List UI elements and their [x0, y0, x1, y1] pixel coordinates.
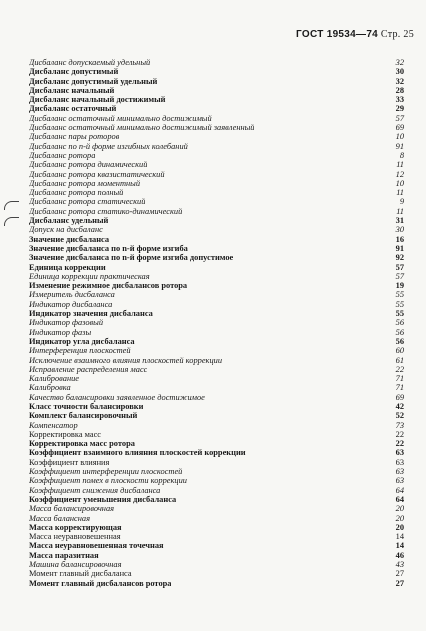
index-page: 11: [396, 188, 404, 198]
index-term: Масса неуравновешенная точечная: [29, 541, 164, 551]
index-page: 63: [395, 476, 404, 486]
index-page: 11: [396, 206, 404, 216]
index-page: 73: [395, 420, 404, 430]
index-page: 55: [395, 290, 404, 300]
index-page: 10: [395, 178, 404, 188]
index-entry: [29, 225, 404, 234]
index-page: 10: [395, 132, 404, 142]
index-entry: [29, 476, 404, 485]
index-term: Класс точности балансировки: [29, 401, 144, 411]
index-term: Значение дисбаланса: [29, 234, 110, 244]
page-header: [0, 29, 414, 40]
index-page: 55: [395, 309, 404, 319]
index-page: 60: [395, 346, 404, 356]
index-page: 22: [395, 364, 404, 374]
index-page: 27: [395, 578, 404, 588]
index-term: Дисбаланс остаточный: [29, 104, 117, 114]
index-term: Дисбаланс начальный: [29, 85, 115, 95]
margin-mark: [4, 217, 19, 226]
index-term: Масса балансная: [29, 513, 90, 523]
index-page: 20: [395, 513, 404, 523]
index-entry: [29, 179, 404, 188]
index-entry: [29, 448, 404, 457]
index-page: 20: [395, 522, 404, 532]
index-entry: [29, 207, 404, 216]
index-page: 57: [395, 262, 404, 272]
index-entry: [29, 495, 404, 504]
index-term: Масса паразитная: [29, 550, 99, 560]
index-entry: [29, 374, 404, 383]
index-entry: [29, 263, 404, 272]
index-page: 16: [395, 234, 404, 244]
index-page: 63: [395, 467, 404, 477]
index-page: 46: [395, 550, 404, 560]
index-entry: [29, 560, 404, 569]
index-entry: [29, 579, 404, 588]
index-page: 63: [395, 448, 404, 458]
index-term: Калибрование: [29, 374, 80, 384]
index-term: Значение дисбаланса по n-й форме изгиба: [29, 243, 188, 253]
index-entry: [29, 356, 404, 365]
index-term: Дисбаланс допускаемый удельный: [29, 58, 151, 67]
index-entry: [29, 244, 404, 253]
index-term: Дисбаланс начальный достижимый: [29, 95, 166, 105]
index-entry: [29, 309, 404, 318]
index-entry: [29, 346, 404, 355]
index-entry: [29, 402, 404, 411]
index-entry: [29, 58, 404, 67]
index-entry: [29, 114, 404, 123]
index-page: 42: [395, 401, 404, 411]
index-entry: [29, 151, 404, 160]
index-entry: [29, 281, 404, 290]
index-page: 63: [395, 457, 404, 467]
index-entry: [29, 393, 404, 402]
index-entry: [29, 365, 404, 374]
index-page: 8: [399, 150, 404, 160]
index-term: Индикатор дисбаланса: [29, 299, 113, 309]
index-page: 30: [395, 67, 404, 77]
index-term: Дисбаланс ротора статико-динамический: [29, 206, 183, 216]
index-page: 71: [395, 374, 404, 384]
index-page: 30: [395, 225, 404, 235]
index-term: Дисбаланс ротора полный: [29, 188, 124, 198]
index-term: Единица коррекции практическая: [29, 271, 150, 281]
index-term: Допуск на дисбаланс: [29, 225, 103, 235]
index-page: 28: [395, 85, 404, 95]
index-term: Индикатор угла дисбаланса: [29, 336, 135, 346]
index-entry: [29, 337, 404, 346]
index-entry: [29, 514, 404, 523]
index-entry: [29, 300, 404, 309]
subject-index: [29, 58, 404, 588]
index-page: 31: [395, 216, 404, 226]
index-term: Дисбаланс ротора статический: [29, 197, 146, 207]
index-term: Дисбаланс допустимый удельный: [29, 76, 158, 86]
index-entry: [29, 216, 404, 225]
index-term: Значение дисбаланса по n-й форме изгиба допустимое: [29, 253, 234, 263]
index-entry: [29, 532, 404, 541]
index-term: Индикатор фазовый: [29, 318, 104, 328]
index-term: Калибровка: [29, 383, 71, 393]
index-page: 20: [395, 504, 404, 514]
index-term: Компенсатор: [29, 420, 78, 430]
index-page: 12: [395, 169, 404, 179]
index-entry: [29, 104, 404, 113]
index-page: 61: [395, 355, 404, 365]
index-page: 19: [395, 281, 404, 291]
index-page: 14: [395, 541, 404, 551]
index-term: Коэффициент уменьшения дисбаланса: [29, 494, 177, 504]
index-entry: [29, 328, 404, 337]
index-term: Масса корректирующая: [29, 522, 122, 532]
index-term: Коэффициент интерференции плоскостей: [29, 467, 183, 477]
index-term: Дисбаланс пары роторов: [29, 132, 120, 142]
index-page: 43: [395, 560, 404, 570]
index-entry: [29, 439, 404, 448]
index-term: Масса неуравновешенная: [29, 532, 121, 542]
index-term: Корректировка масс: [29, 429, 102, 439]
index-term: Комплект балансировочный: [29, 411, 138, 421]
index-page: 55: [395, 299, 404, 309]
index-term: Момент главный дисбалансов ротора: [29, 578, 172, 588]
index-term: Дисбаланс ротора моментный: [29, 178, 141, 188]
index-entry: [29, 188, 404, 197]
index-page: 56: [395, 327, 404, 337]
index-page: 69: [395, 123, 404, 133]
margin-mark: [4, 201, 19, 210]
index-entry: [29, 411, 404, 420]
index-page: 92: [395, 253, 404, 263]
index-entry: [29, 197, 404, 206]
index-page: 14: [395, 532, 404, 542]
index-term: Дисбаланс допустимый: [29, 67, 119, 77]
index-entry: [29, 95, 404, 104]
index-entry: [29, 383, 404, 392]
index-term: Дисбаланс ротора динамический: [29, 160, 148, 170]
index-entry: [29, 569, 404, 578]
index-entry: [29, 523, 404, 532]
index-page: 29: [395, 104, 404, 114]
index-entry: [29, 235, 404, 244]
index-entry: [29, 67, 404, 76]
index-entry: [29, 504, 404, 513]
index-page: 57: [395, 113, 404, 123]
index-page: 64: [395, 494, 404, 504]
index-entry: [29, 132, 404, 141]
index-entry: [29, 467, 404, 476]
index-entry: [29, 253, 404, 262]
index-page: 64: [395, 485, 404, 495]
index-page: 27: [395, 569, 404, 579]
index-term: Измеритель дисбаланса: [29, 290, 115, 300]
index-page: 22: [395, 429, 404, 439]
index-page: 91: [395, 243, 404, 253]
index-term: Коэффициент снижения дисбаланса: [29, 485, 161, 495]
index-entry: [29, 430, 404, 439]
index-page: 57: [395, 271, 404, 281]
index-term: Коэффициент взаимного влияния плоскостей коррекции: [29, 448, 246, 458]
index-term: Дисбаланс ротора квазистатический: [29, 169, 165, 179]
index-term: Интерференция плоскостей: [29, 346, 131, 356]
index-page: 71: [395, 383, 404, 393]
index-term: Исправление распределения масс: [29, 364, 148, 374]
index-entry: [29, 160, 404, 169]
page-number: Стр. 25: [380, 29, 414, 40]
index-term: Качество балансировки заявленное достижимое: [29, 392, 205, 402]
index-entry: [29, 77, 404, 86]
index-page: 22: [395, 439, 404, 449]
index-term: Дисбаланс ротора: [29, 150, 96, 160]
index-term: Машина балансировочная: [29, 560, 122, 570]
index-page: 69: [395, 392, 404, 402]
index-term: Индикатор фазы: [29, 327, 92, 337]
index-term: Индикатор значения дисбаланса: [29, 309, 153, 319]
index-term: Масса балансировочная: [29, 504, 115, 514]
index-entry: [29, 170, 404, 179]
index-page: 52: [395, 411, 404, 421]
index-page: 9: [399, 197, 404, 207]
index-page: 56: [395, 318, 404, 328]
index-page: 33: [395, 95, 404, 105]
index-term: Изменение режимное дисбалансов ротора: [29, 281, 188, 291]
index-term: Исключение взаимного влияния плоскостей коррекции: [29, 355, 223, 365]
index-term: Дисбаланс удельный: [29, 216, 109, 226]
index-entry: [29, 458, 404, 467]
index-entry: [29, 290, 404, 299]
index-entry: [29, 123, 404, 132]
index-term: Дисбаланс остаточный минимально достижимый заявленный: [29, 123, 255, 133]
index-entry: [29, 551, 404, 560]
index-page: 32: [395, 58, 404, 67]
standard-number: ГОСТ 19534—74: [296, 29, 379, 40]
index-page: 56: [395, 336, 404, 346]
index-term: Коэффициент помех в плоскости коррекции: [29, 476, 187, 486]
index-entry: [29, 142, 404, 151]
index-page: 32: [395, 76, 404, 86]
index-entry: [29, 86, 404, 95]
index-term: Момент главный дисбаланса: [29, 569, 132, 579]
index-entry: [29, 486, 404, 495]
index-page: 11: [396, 160, 404, 170]
index-entry: [29, 541, 404, 550]
index-entry: [29, 272, 404, 281]
index-page: 91: [395, 141, 404, 151]
index-term: Единица коррекции: [29, 262, 106, 272]
index-term: Корректировка масс ротора: [29, 439, 135, 449]
index-entry: [29, 318, 404, 327]
index-entry: [29, 421, 404, 430]
index-term: Коэффициент влияния: [29, 457, 110, 467]
index-term: Дисбаланс остаточный минимально достижимый: [29, 113, 212, 123]
index-term: Дисбаланс по n-й форме изгибных колебаний: [29, 141, 188, 151]
